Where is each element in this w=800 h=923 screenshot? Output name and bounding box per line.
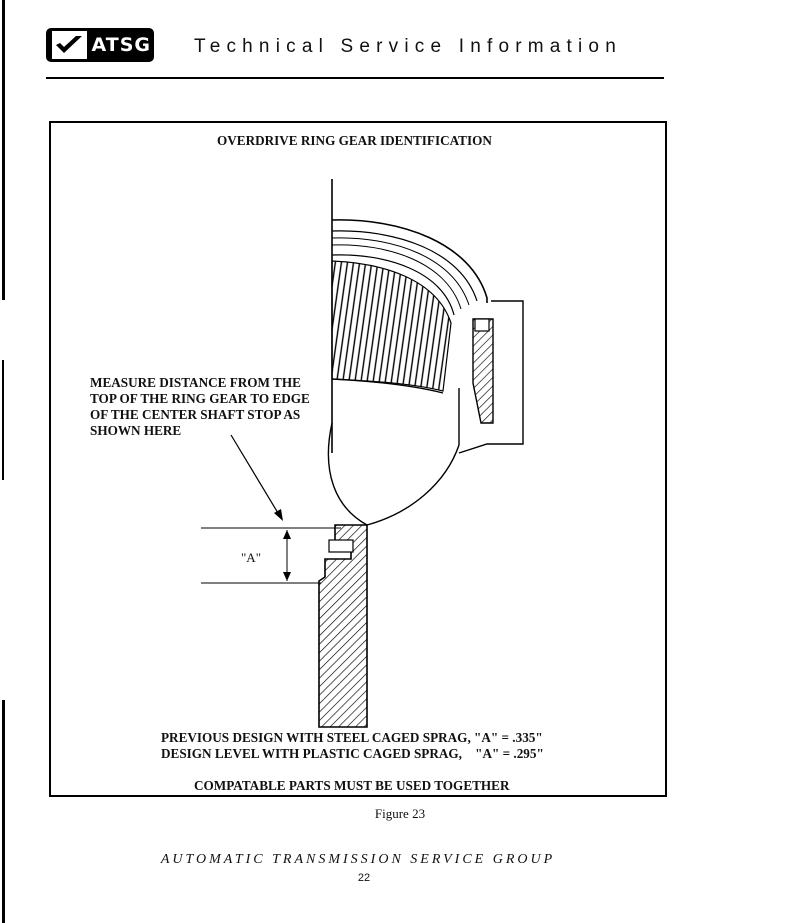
- center-shaft-stop: [319, 525, 367, 727]
- page-edge-line: [2, 360, 4, 480]
- gear-teeth: [332, 261, 451, 391]
- callout-line: MEASURE DISTANCE FROM THE: [90, 375, 301, 390]
- ring-cross-section: [473, 319, 493, 423]
- callout-line: TOP OF THE RING GEAR TO EDGE: [90, 391, 310, 406]
- page-number: 22: [357, 872, 371, 884]
- spec-line: DESIGN LEVEL WITH PLASTIC CAGED SPRAG, "A" = .295": [161, 746, 544, 761]
- header-title: Technical Service Information: [194, 36, 622, 57]
- logo-text: ATSG: [91, 34, 151, 56]
- page-header: [46, 28, 666, 80]
- figure-caption: Figure 23: [374, 806, 426, 821]
- callout-line: SHOWN HERE: [90, 423, 182, 438]
- header-rule: [46, 77, 664, 79]
- dimension-label: "A": [241, 550, 262, 565]
- figure-title: OVERDRIVE RING GEAR IDENTIFICATION: [217, 133, 492, 148]
- checkmark-logo-icon: [52, 31, 87, 59]
- atsg-logo: [46, 28, 154, 62]
- bowl-curve: [367, 445, 459, 525]
- figure-box: [49, 121, 667, 797]
- page-edge-line: [2, 0, 5, 300]
- callout-leader-arrow: [231, 435, 281, 518]
- ring-gear-drawing: [51, 123, 665, 795]
- callout-line: OF THE CENTER SHAFT STOP AS: [90, 407, 301, 422]
- footer-company: AUTOMATIC TRANSMISSION SERVICE GROUP: [160, 852, 556, 867]
- spec-line: PREVIOUS DESIGN WITH STEEL CAGED SPRAG, "A" = .335": [161, 730, 543, 745]
- compatibility-note: COMPATABLE PARTS MUST BE USED TOGETHER: [194, 778, 510, 793]
